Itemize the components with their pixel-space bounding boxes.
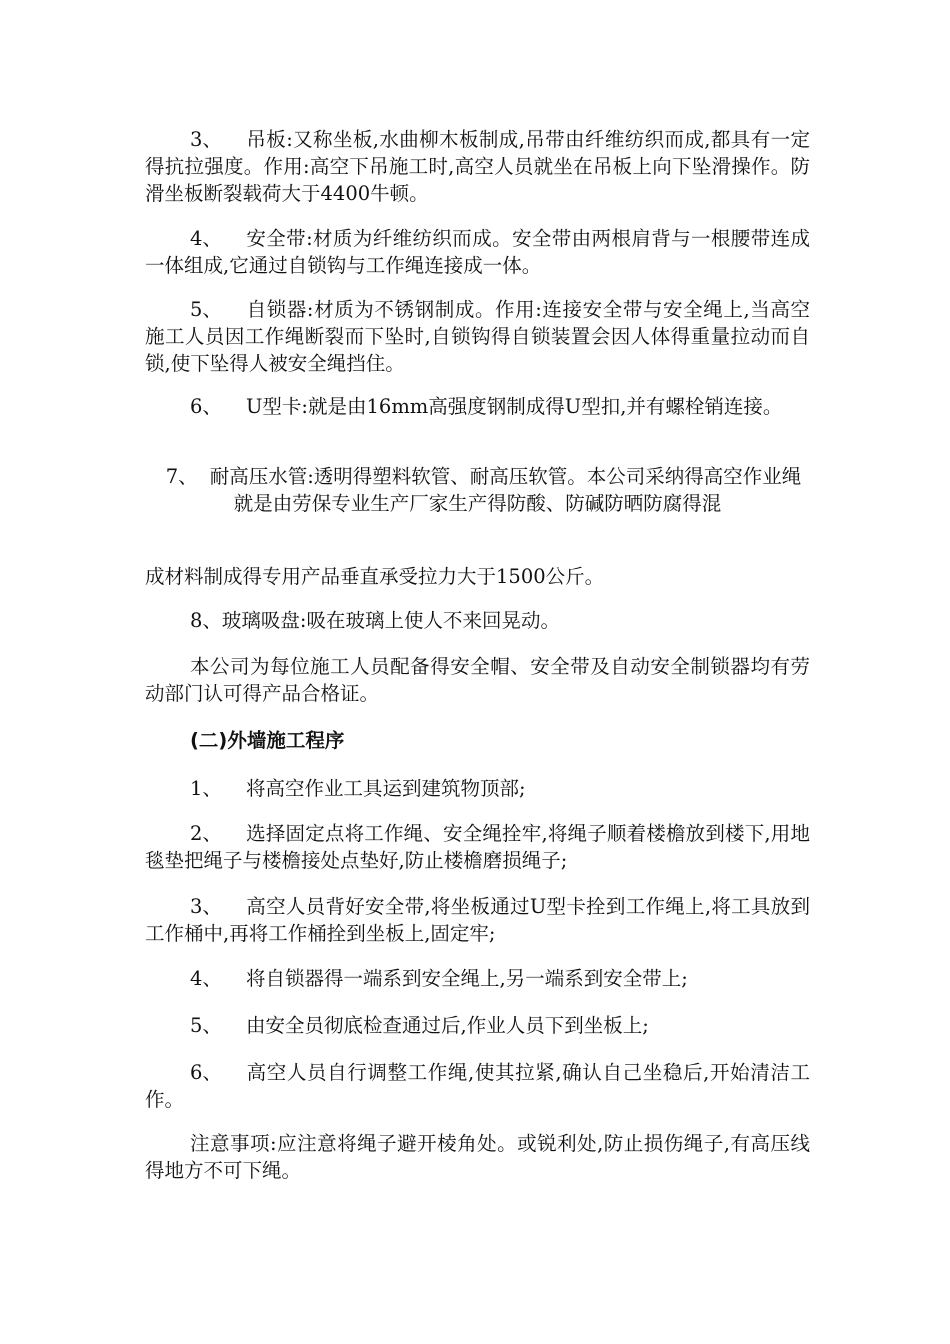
item-number: 7、: [165, 465, 198, 488]
step-text: 高空人员背好安全带,将坐板通过U型卡拴到工作绳上,将工具放到工作桶中,再将工作桶拴到坐板上,固定牢;: [145, 895, 810, 945]
step-2: [145, 820, 810, 874]
step-5: [145, 1012, 810, 1039]
step-text: 将自锁器得一端系到安全绳上,另一端系到安全带上;: [246, 967, 688, 990]
item-4-safety-belt: [145, 225, 810, 279]
step-text: 将高空作业工具运到建筑物顶部;: [246, 777, 526, 800]
item-number: 4、: [190, 227, 222, 250]
step-text: 由安全员彻底检查通过后,作业人员下到坐板上;: [246, 1014, 649, 1037]
step-number: 6、: [190, 1061, 222, 1084]
section-heading: (二)外墙施工程序: [190, 729, 345, 752]
step-number: 1、: [190, 777, 222, 800]
step-4: [145, 965, 810, 992]
item-text: 耐高压水管:透明得塑料软管、耐高压软管。本公司采纳得高空作业绳就是由劳保专业生产厂家生产得防酸、防碱防晒防腐得混: [209, 465, 802, 515]
step-number: 2、: [190, 822, 222, 845]
notes-paragraph: 注意事项:应注意将绳子避开棱角处。或锐利处,防止损伤绳子,有高压线得地方不可下绳。: [145, 1132, 810, 1182]
step-1: [145, 775, 810, 802]
item-7-continuation: 成材料制成得专用产品垂直承受拉力大于1500公斤。: [145, 565, 605, 588]
item-number: 3、: [190, 128, 222, 151]
item-3-hanging-board: [145, 126, 810, 207]
step-text: 选择固定点将工作绳、安全绳拴牢,将绳子顺着楼檐放到楼下,用地毯垫把绳子与楼檐接处点垫好,防止楼檐磨损绳子;: [145, 822, 810, 872]
item-number: 5、: [190, 298, 222, 321]
step-6: [145, 1059, 810, 1113]
item-text: 安全带:材质为纤维纺织而成。安全带由两根肩背与一根腰带连成一体组成,它通过自锁钩与工作绳连接成一体。: [145, 227, 810, 277]
item-text: U型卡:就是由16mm高强度钢制成得U型扣,并有螺栓销连接。: [246, 395, 783, 418]
item-text: 吊板:又称坐板,水曲柳木板制成,吊带由纤维纺织而成,都具有一定得抗拉强度。作用:高空下吊施工时,高空人员就坐在吊板上向下坠滑操作。防滑坐板断裂载荷大于4400牛顿。: [145, 128, 810, 205]
step-number: 3、: [190, 895, 222, 918]
item-6-u-clamp: [145, 393, 810, 420]
item-text: 自锁器:材质为不锈钢制成。作用:连接安全带与安全绳上,当高空施工人员因工作绳断裂而下坠时,自锁钩得自锁装置会因人体得重量拉动而自锁,使下坠得人被安全绳挡住。: [145, 298, 810, 375]
step-number: 4、: [190, 967, 222, 990]
item-8-glass-suction-cup: 8、玻璃吸盘:吸在玻璃上使人不来回晃动。: [190, 609, 560, 632]
item-7-high-pressure-hose: [145, 463, 810, 517]
step-text: 高空人员自行调整工作绳,使其拉紧,确认自己坐稳后,开始清洁工作。: [145, 1061, 810, 1111]
item-number: 6、: [190, 395, 222, 418]
certification-paragraph: 本公司为每位施工人员配备得安全帽、安全带及自动安全制锁器均有劳动部门认可得产品合格证。: [145, 655, 810, 705]
step-number: 5、: [190, 1014, 222, 1037]
step-3: [145, 893, 810, 947]
item-5-self-locking-device: [145, 296, 810, 377]
